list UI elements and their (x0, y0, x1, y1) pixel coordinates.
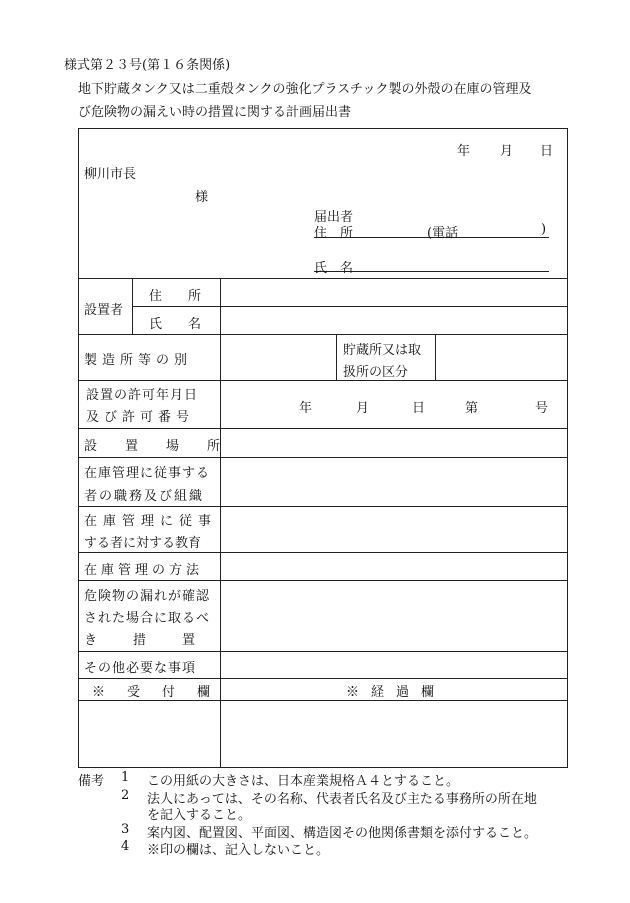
basho-label (84, 435, 249, 454)
note-text: を記入すること。 (147, 808, 252, 823)
note-text: ※印の欄は、記入しないこと。 (147, 843, 330, 858)
setchisha-name-label: 氏 名 (149, 317, 202, 332)
applicant-tel-close: ) (541, 222, 547, 237)
note-number: 2 (121, 788, 130, 803)
uketsuke-header: ※受付欄 (92, 685, 233, 700)
hoho-label: 在庫管理の方法 (84, 563, 204, 578)
note-text: 法人にあっては、その名称、代表者氏名及び主たる事務所の所在地 (147, 792, 537, 807)
kyoka-dai-label: 第 (465, 401, 479, 416)
addressee: 柳川市長 (84, 167, 137, 182)
kyoka-year-label: 年 (299, 401, 313, 416)
kubun-label-line2: 扱所の区分 (343, 365, 409, 380)
kyoiku-label-line2: する者に対する教育 (84, 536, 202, 551)
form-number: 様式第２３号(第１６条関係) (64, 58, 231, 73)
applicant-address-label: 住 所 (314, 226, 354, 241)
sochi-label-line3: き措置 (84, 633, 232, 648)
kyoka-month-label: 月 (356, 401, 370, 416)
sochi-label-line1: 危険物の漏れが確認 (84, 589, 211, 604)
form-title-line2: び危険物の漏えい時の措置に関する計画届出書 (78, 105, 352, 120)
applicant-name-label: 氏 名 (314, 261, 354, 276)
soshiki-label-line1: 在庫管理に従事する (84, 466, 211, 481)
soshiki-label-line2: 者の職務及び組織 (84, 489, 205, 504)
note-number: 1 (121, 770, 130, 785)
date-year-label: 年 (457, 144, 471, 159)
kyoka-go-label: 号 (535, 401, 549, 416)
seizosho-label: 製造所等の別 (84, 353, 193, 368)
note-text: この用紙の大きさは、日本産業規格Ａ４とすること。 (147, 774, 460, 789)
kubun-label-line1: 貯蔵所又は取 (343, 343, 422, 358)
keika-header: ※経過欄 (346, 685, 447, 700)
note-number: 3 (121, 822, 130, 837)
kyoiku-label-line1: 在庫管理に従事 (84, 514, 218, 529)
setchisha-label: 設置者 (84, 303, 124, 318)
kyoka-day-label: 日 (412, 401, 426, 416)
date-day-label: 日 (540, 144, 554, 159)
sama-label: 様 (195, 190, 209, 205)
biko-label: 備考 (78, 774, 105, 789)
form-title-line1: 地下貯蔵タンク又は二重殻タンクの強化プラスチック製の外殻の在庫の管理及 (78, 82, 532, 97)
sonota-label: その他必要な事項 (84, 661, 197, 676)
note-text: 案内図、配置図、平面図、構造図その他関係書類を添付すること。 (147, 826, 538, 841)
note-number: 4 (121, 839, 130, 854)
kyoka-label-line2: 及び許可番号 (86, 410, 195, 425)
applicant-label: 届出者 (314, 210, 354, 225)
basho-text: 設置場所 (84, 439, 249, 454)
date-month-label: 月 (500, 144, 514, 159)
applicant-tel-open: (電話 (427, 226, 459, 241)
kyoka-label-line1: 設置の許可年月日 (86, 388, 199, 403)
sochi-label-line2: された場合に取るべ (84, 611, 211, 626)
setchisha-address-label: 住 所 (149, 289, 202, 304)
